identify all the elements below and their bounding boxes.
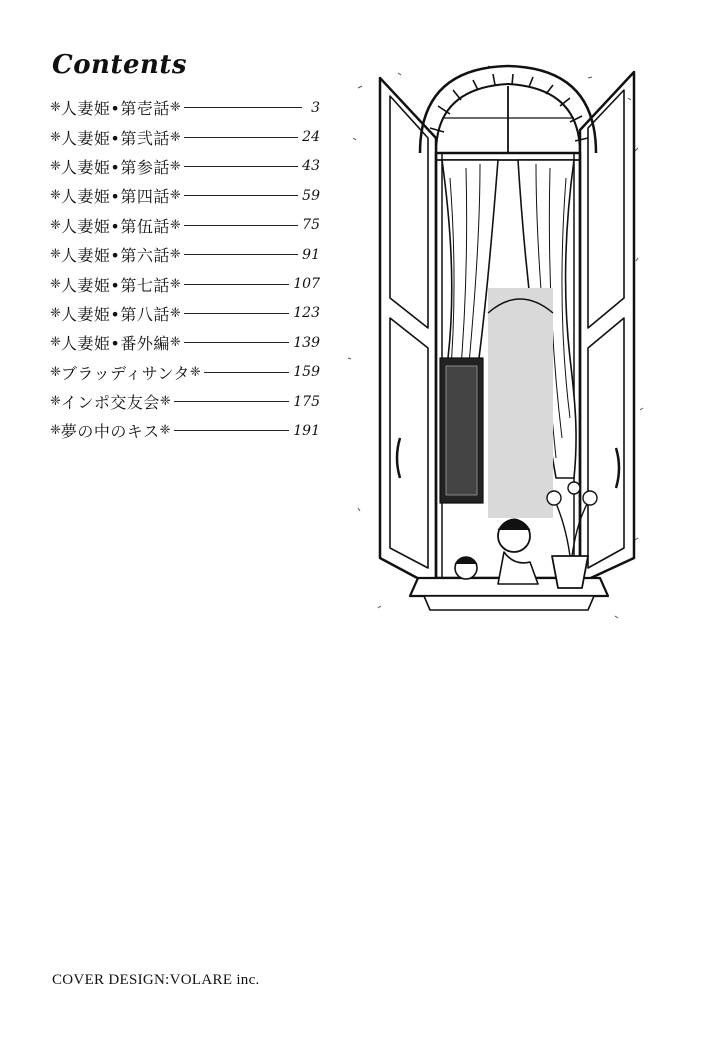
toc-entry (50, 181, 320, 210)
ornament-icon: ❈ (159, 394, 171, 410)
toc-entry (50, 211, 320, 240)
toc-entry-title: 人妻姫•第八話 (60, 304, 170, 324)
dot-leader (184, 225, 298, 226)
toc-entry (50, 358, 320, 387)
ornament-icon: ❈ (169, 335, 181, 351)
toc-page-number: 139 (293, 334, 320, 351)
ornament-icon: ❈ (189, 364, 201, 380)
toc-entry-title: 人妻姫•第弐話 (60, 128, 170, 148)
ornament-icon: ❈ (50, 158, 61, 174)
toc-page-number: 59 (302, 187, 320, 204)
dot-leader (184, 107, 302, 108)
contents-title: Contents (52, 50, 188, 80)
ornament-icon: ❈ (50, 247, 61, 263)
toc-page-number: 24 (302, 129, 320, 146)
toc-entry-title: 人妻姫•第四話 (60, 187, 170, 207)
toc-entry-title: 人妻姫•第六話 (60, 246, 170, 266)
ornament-icon: ❈ (169, 158, 181, 174)
dot-leader (184, 166, 298, 167)
ornament-icon: ❈ (50, 129, 61, 145)
toc-entry (50, 93, 320, 122)
ornament-icon: ❈ (169, 247, 181, 263)
ornament-icon: ❈ (169, 217, 181, 233)
toc-entry-title: 人妻姫•第参話 (60, 157, 170, 177)
ornament-icon: ❈ (169, 100, 181, 116)
toc-entry-title: 夢の中のキス (60, 422, 160, 442)
toc-page-number: 191 (293, 422, 320, 439)
ornament-icon: ❈ (159, 423, 171, 439)
table-of-contents (50, 93, 320, 446)
dot-leader (174, 430, 290, 431)
dot-leader (204, 372, 289, 373)
dot-leader (184, 195, 298, 196)
toc-page-number: 159 (293, 364, 320, 381)
dot-leader (184, 254, 298, 255)
toc-entry-title: ブラッディサンタ (60, 363, 190, 383)
toc-page-number: 43 (302, 158, 320, 175)
toc-entry (50, 152, 320, 181)
toc-entry (50, 416, 320, 445)
toc-entry-title: 人妻姫•番外編 (60, 334, 170, 354)
toc-page-number: 123 (293, 305, 320, 322)
toc-page-number: 107 (293, 276, 320, 293)
window-illustration (338, 58, 656, 628)
toc-entry-title: インポ交友会 (60, 393, 160, 413)
toc-page-number: 75 (302, 217, 320, 234)
toc-entry (50, 269, 320, 298)
ornament-icon: ❈ (50, 364, 61, 380)
toc-page-number: 3 (311, 99, 320, 116)
toc-entry-title: 人妻姫•第七話 (60, 275, 170, 295)
toc-entry (50, 387, 320, 416)
toc-entry (50, 299, 320, 328)
ornament-icon: ❈ (50, 335, 61, 351)
toc-page-number: 91 (302, 246, 320, 263)
ornament-icon: ❈ (50, 305, 61, 321)
ornament-icon: ❈ (50, 188, 61, 204)
dot-leader (184, 342, 290, 343)
toc-page-number: 175 (293, 393, 320, 410)
dot-leader (184, 284, 290, 285)
toc-entry (50, 122, 320, 151)
cover-design-credit: COVER DESIGN:VOLARE inc. (52, 972, 260, 988)
ornament-icon: ❈ (169, 276, 181, 292)
ornament-icon: ❈ (50, 276, 61, 292)
toc-entry-title: 人妻姫•第伍話 (60, 216, 170, 236)
ornament-icon: ❈ (50, 423, 61, 439)
ornament-icon: ❈ (169, 188, 181, 204)
dot-leader (174, 401, 289, 402)
dot-leader (184, 313, 290, 314)
ornament-icon: ❈ (169, 129, 181, 145)
ornament-icon: ❈ (50, 394, 61, 410)
dot-leader (184, 137, 298, 138)
ornament-icon: ❈ (50, 217, 61, 233)
toc-entry-title: 人妻姫•第壱話 (60, 99, 170, 119)
toc-entry (50, 240, 320, 269)
ornament-icon: ❈ (50, 100, 61, 116)
ornament-icon: ❈ (169, 305, 181, 321)
toc-entry (50, 328, 320, 357)
